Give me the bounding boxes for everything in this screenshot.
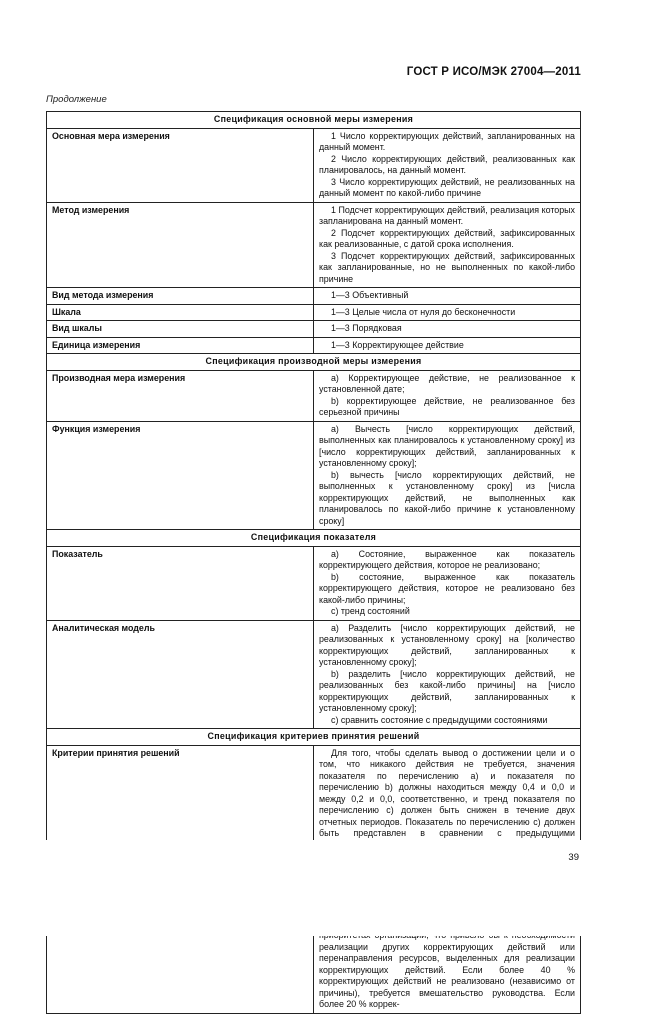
section-title: Спецификация основной меры измерения [47, 112, 581, 129]
row-label: Вид метода измерения [47, 288, 314, 305]
value-line: 1—3 Порядковая [331, 323, 402, 333]
table-row [47, 421, 581, 530]
value-line: b) корректирующее действие, не реализованное без серьезной причины [319, 395, 575, 417]
row-label: Вид шкалы [47, 321, 314, 338]
row-value [314, 421, 581, 530]
value-line: реализации других корректирующих действий или перенаправления ресурсов, выделенных для реализации корректирующих действий. Если более 40 % корректирующих действий не реализовано (независимо от причины), требуется вмешательство руководства. Если более 20 % коррек- [319, 941, 575, 1009]
value-line: a) Состояние, выраженное как показатель корректирующего действия, которое не реализовано; [319, 548, 575, 570]
row-label: Единица измерения [47, 337, 314, 354]
table-row [47, 337, 581, 354]
section-title: Спецификация показателя [47, 530, 581, 547]
row-value [314, 546, 581, 620]
continuation-label: Продолжение [46, 94, 107, 105]
row-label: Метод измерения [47, 202, 314, 288]
section-header-row [47, 530, 581, 547]
table-row [47, 370, 581, 421]
table-row [47, 288, 581, 305]
row-value [314, 620, 581, 729]
row-value [314, 321, 581, 338]
row-label: Критерии принятия решений [47, 745, 314, 865]
value-line: 2 Число корректирующих действий, реализованных как планировалось, на данный момент. [319, 153, 575, 175]
row-value [314, 202, 581, 288]
value-line: 2 Подсчет корректирующих действий, зафиксированных как реализованные, с датой срока исполнения. [319, 227, 575, 249]
value-line: a) Разделить [число корректирующих действий, не реализованных к установленному сроку] на [количество корректирующих действий, запланированных к установленному сроку]; [319, 622, 575, 667]
row-label: Аналитическая модель [47, 620, 314, 729]
table-row [47, 546, 581, 620]
value-line: a) Вычесть [число корректирующих действий, выполненных как планировалось к установленному сроку] из [число корректирующих действий, запланированных к установленному сроку]; [319, 423, 575, 468]
value-line: b) вычесть [число корректирующих действий, не выполненных к установленному сроку] из [числа корректирующих действий, не выполненных как планировалось по какой-либо причине к установленному сроку] [319, 469, 575, 526]
value-line: c) тренд состояний [331, 606, 410, 616]
value-line: 1—3 Корректирующее действие [331, 339, 464, 350]
section-header-row [47, 354, 581, 371]
document-id: ГОСТ Р ИСО/МЭК 27004—2011 [406, 66, 581, 78]
value-line: 1—3 Целые числа от нуля до бесконечности [331, 306, 516, 317]
row-label: Показатель [47, 546, 314, 620]
row-value [314, 337, 581, 354]
value-line: 1 Число корректирующих действий, запланированных на данный момент. [319, 130, 575, 152]
row-label: Функция измерения [47, 421, 314, 530]
value-line: a) Корректирующее действие, не реализованное к установленной дате; [319, 372, 575, 394]
value-line: Для того, чтобы сделать вывод о достижении цели и о том, что никакого действия не требуется, значения показателя по перечислению a) и показателя по перечислению b) должны находиться между 0,4 и 0,0 и между 0,2 и 0,0, соответственно, и тренд показателя по перечислению c) должен быть снижен в течение двух отчетных периодов. Показатель по перечислению c) должен быть представлен в сравнении с предыдущими [319, 747, 575, 838]
row-label: Основная мера измерения [47, 128, 314, 202]
table-row [47, 202, 581, 288]
value-line: b) состояние, выраженное как показатель корректирующего действия, которое не реализовано без какой-либо причины; [319, 571, 575, 605]
value-line: b) разделить [число корректирующих действий, не реализованных без какой-либо причины] на [число корректирующих действий, запланированных к установленному сроку]; [319, 668, 575, 713]
table-row [47, 128, 581, 202]
value-line: c) сравнить состояние с предыдущими состояниями [331, 714, 548, 725]
value-line: 1—3 Объективный [331, 290, 409, 300]
value-line: 1 Подсчет корректирующих действий, реализация которых запланирована на данный момент. [319, 204, 575, 226]
table-row [47, 321, 581, 338]
value-line: 3 Подсчет корректирующих действий, зафиксированных как запланированные, но не выполненных по какой-либо причине [319, 250, 575, 284]
section-title: Спецификация производной меры измерения [47, 354, 581, 371]
table-row [47, 304, 581, 321]
row-value [314, 288, 581, 305]
row-value [314, 304, 581, 321]
row-label: Производная мера измерения [47, 370, 314, 421]
section-header-row [47, 729, 581, 746]
value-line: 3 Число корректирующих действий, не реализованных на данный момент по какой-либо причине [319, 176, 575, 198]
row-value [314, 128, 581, 202]
row-value [314, 370, 581, 421]
section-title: Спецификация критериев принятия решений [47, 729, 581, 746]
row-label: Шкала [47, 304, 314, 321]
page-bottom-margin [0, 840, 661, 936]
section-header-row [47, 112, 581, 129]
table-row [47, 620, 581, 729]
page-number: 39 [568, 852, 579, 863]
